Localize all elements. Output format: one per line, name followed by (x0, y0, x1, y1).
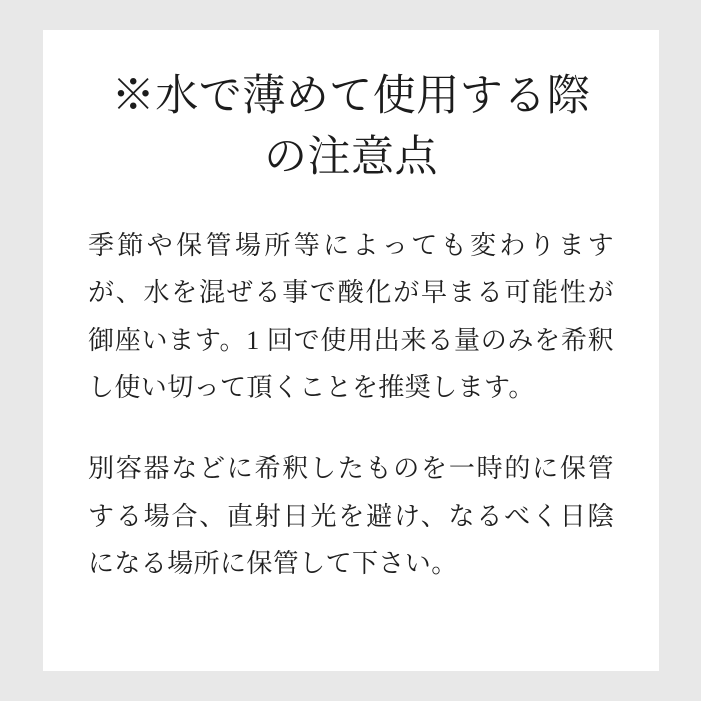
page-title-line-2: の注意点 (264, 134, 438, 182)
notice-paragraph-2: 別容器などに希釈したものを一時的に保管する場合、直射日光を避け、なるべく日陰になる場所に保管して下さい。 (88, 454, 614, 578)
card-content (43, 30, 659, 587)
page-title (85, 66, 617, 188)
notice-body (85, 222, 617, 587)
notice-card (43, 30, 659, 671)
page-title-line-1: ※水で薄めて使用する際 (111, 73, 591, 120)
notice-paragraph-1: 季節や保管場所等によっても変わりますが、水を混ぜる事で酸化が早まる可能性が御座います。1 回で使用出来る量のみを希釈し使い切って頂くことを推奨します。 (88, 231, 614, 403)
